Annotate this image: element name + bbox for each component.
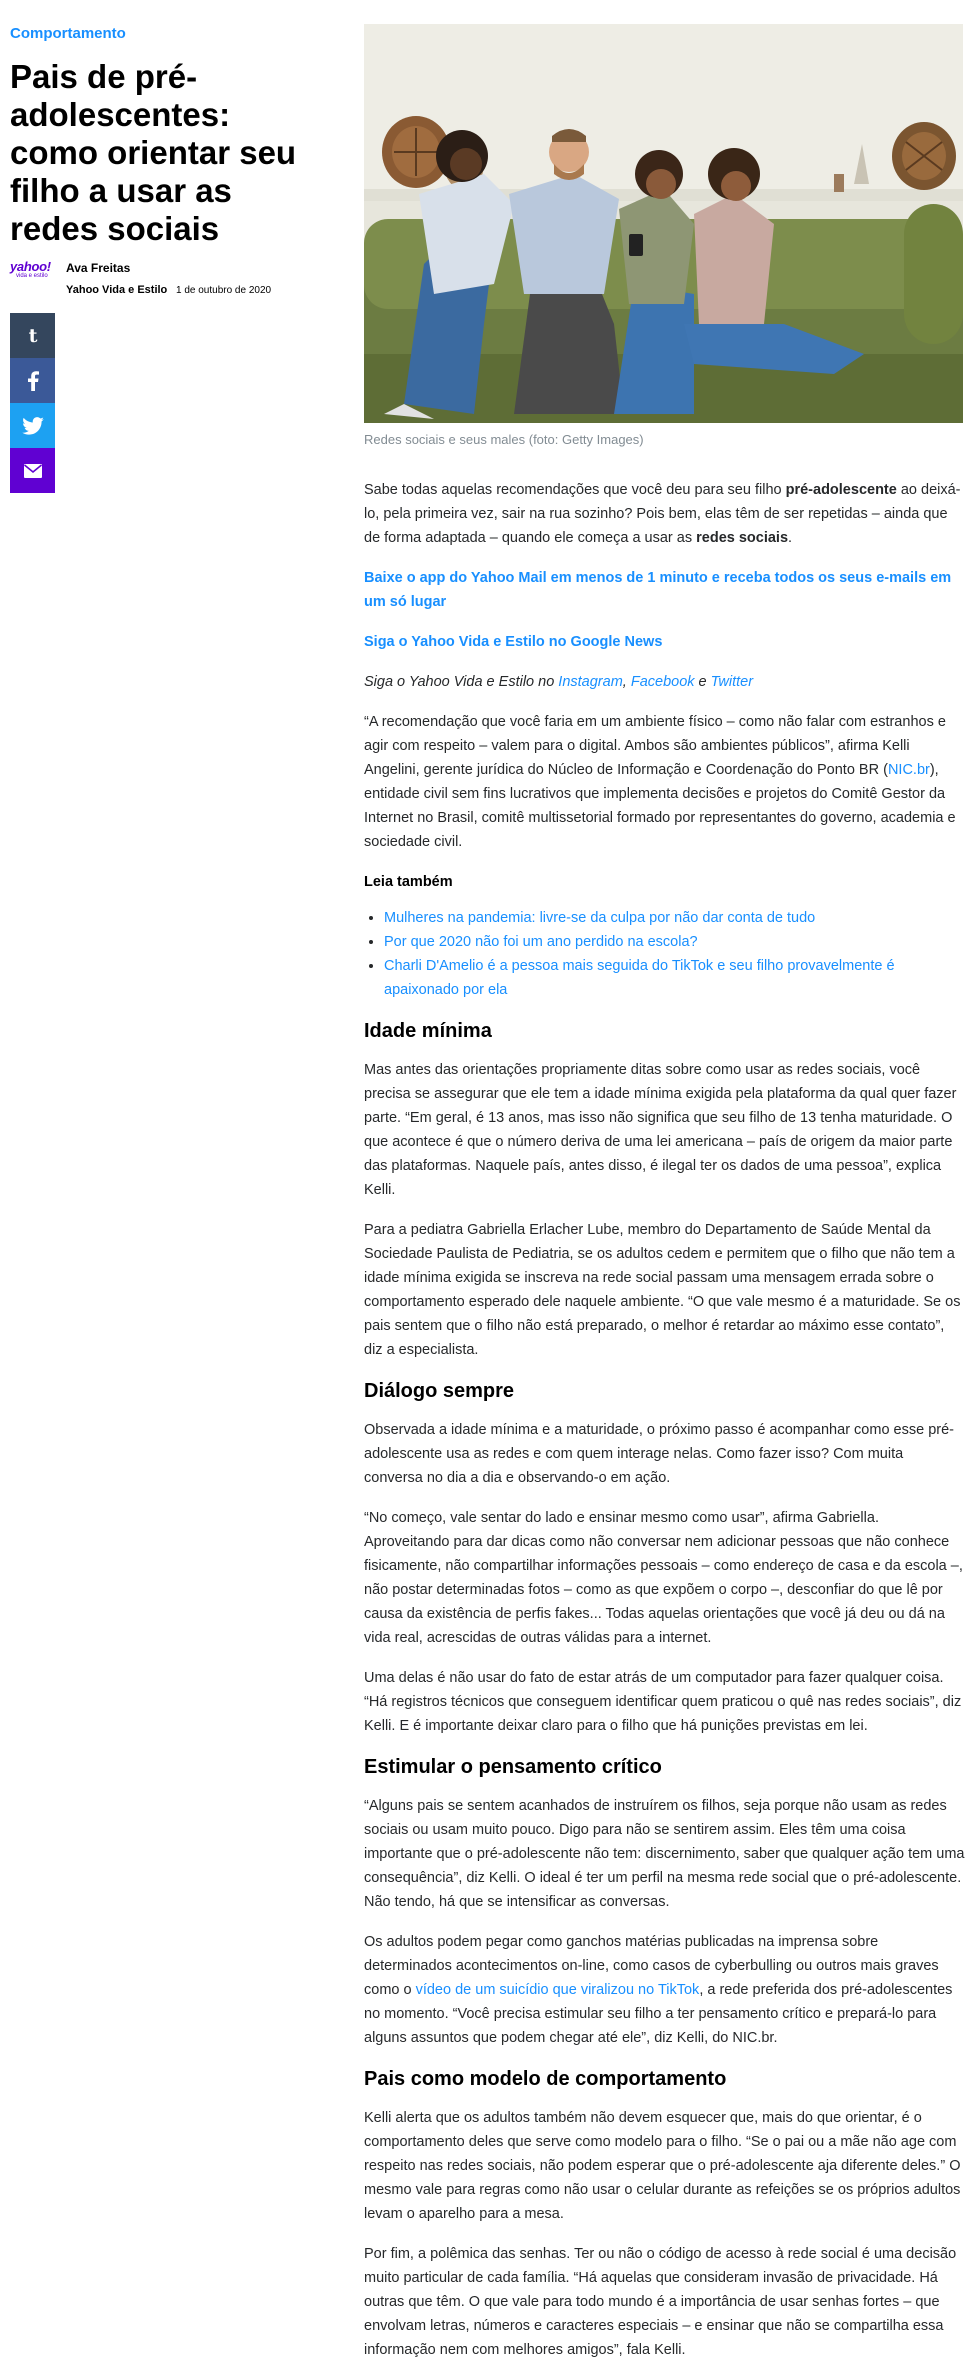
byline — [10, 258, 340, 304]
paragraph: Para a pediatra Gabriella Erlacher Lube, membro do Departamento de Saúde Mental da Sociedade Paulista de Pediatria, se os adultos cedem e permitem que o filho que não tem a idade mínima exigida se inscreva na rede social passam uma mensagem errada sobre o comportamento esperado dele naquele ambiente. “O que vale mesmo é a maturidade. Se os pais sentem que o filho não está preparado, o melhor é retardar ao máximo esse contato”, diz a especialista. — [364, 1222, 961, 1358]
read-also-link[interactable]: Por que 2020 não foi um ano perdido na escola? — [384, 934, 698, 950]
instagram-link[interactable]: Instagram — [558, 674, 623, 690]
promo-yahoo-mail — [364, 566, 966, 614]
mail-icon — [24, 464, 42, 478]
read-also-list — [364, 906, 966, 1002]
share-mail-button[interactable] — [10, 448, 55, 493]
paragraph: Uma delas é não usar do fato de estar atrás de um computador para fazer qualquer coisa. “Há registros técnicos que conseguem identificar quem praticou o quê nas redes sociais”, diz Kelli. E é importante deixar claro para o filho que há punições previstas em lei. — [364, 1670, 962, 1734]
paragraph: Os adultos podem pegar como ganchos matérias publicadas na imprensa sobre determinados acontecimentos on-line, como casos de cyberbulling ou outros mais graves como o vídeo de um suicídio que viralizou no TikTok, a rede preferida dos pré-adolescentes no momento. “Você precisa estimular seu filho a ter pensamento crítico e prepará-lo para alguns assuntos que podem chegar até ele”, diz Kelli, do NIC.br. — [364, 1934, 953, 2046]
facebook-icon — [27, 371, 39, 391]
paragraph: Observada a idade mínima e a maturidade, o próximo passo é acompanhar como esse pré-adolescente usa as redes e com quem interage nelas. Como fazer isso? Com muita conversa no dia a dia e observando-o em ação. — [364, 1422, 954, 1486]
section-heading: Diálogo sempre — [364, 1380, 515, 1402]
read-also-item — [384, 930, 966, 954]
section-heading: Estimular o pensamento crítico — [364, 1756, 662, 1778]
tumblr-icon — [25, 326, 41, 346]
read-also-item — [384, 906, 966, 930]
hero-caption: Redes sociais e seus males (foto: Getty Images) — [364, 432, 644, 447]
paragraph: Por fim, a polêmica das senhas. Ter ou não o código de acesso à rede social é uma decisão muito particular de cada família. “Há aquelas que consideram invasão de privacidade. Há outras que têm. O que vale para todo mundo é a importância de usar senhas fortes – que envolvam letras, números e caracteres especiais – e ensinar que não se compartilha essa informação nem com melhores amigos”, fala Kelli. — [364, 2246, 957, 2358]
section-heading: Pais como modelo de comportamento — [364, 2068, 727, 2090]
hero-image — [364, 24, 963, 423]
twitter-icon — [22, 417, 44, 435]
yahoo-vida-e-estilo-logo[interactable]: yahoo! vida e estilo — [10, 259, 51, 279]
provider-name: Yahoo Vida e Estilo — [66, 284, 168, 296]
article-category[interactable]: Comportamento — [10, 25, 126, 42]
follow-line: Siga o Yahoo Vida e Estilo no Instagram, Facebook e Twitter — [364, 674, 754, 690]
promo-google-news — [364, 630, 966, 654]
promo-yahoo-mail-link[interactable]: Baixe o app do Yahoo Mail em menos de 1 minuto e receba todos os seus e-mails em um só lugar — [364, 570, 952, 610]
article-body — [364, 478, 966, 2378]
paragraph: Kelli alerta que os adultos também não devem esquecer que, mais do que orientar, é o comportamento deles que serve como modelo para o filho. “Se o pai ou a mãe não age com respeito nas redes sociais, não podem esperar que o pré-adolescente aja diferente deles.” O mesmo vale para regras como não usar o celular durante as refeições se os próprios adultos levam o aparelho para a mesa. — [364, 2110, 961, 2222]
paragraph: “No começo, vale sentar do lado e ensinar mesmo como usar”, afirma Gabriella. Aproveitando para dar dicas como não conversar nem adicionar pessoas que não conhece fisicamente, não compartilhar informações pessoais – como endereço de casa e da escola –, não postar determinadas fotos – como as que expõem o corpo –, desconfiar do que lê por causa da existência de perfis fakes... Todas aquelas orientações que você já deu ou dá na vida real, acrescidas de outras válidas para a internet. — [364, 1510, 963, 1646]
read-also-title: Leia também — [364, 874, 453, 890]
paragraph: “Alguns pais se sentem acanhados de instruírem os filhos, seja porque não usam as redes sociais ou usam muito pouco. Digo para não se sentirem assim. Eles têm uma coisa importante que o pré-adolescente não tem: discernimento, saber que qualquer ação tem uma consequência”, diz Kelli. O ideal é ter um perfil na mesma rede social que o pré-adolescente. Não tendo, há que se intensificar as conversas. — [364, 1798, 965, 1910]
facebook-link[interactable]: Facebook — [630, 674, 695, 690]
paragraph: Mas antes das orientações propriamente ditas sobre como usar as redes sociais, você precisa se assegurar que ele tem a idade mínima exigida pela plataforma da qual quer fazer parte. “Em geral, é 13 anos, mas isso não significa que seu filho de 13 tenha maturidade. O que acontece é que o número deriva de uma lei americana – país de origem da maior parte das plataformas. Naquele país, antes disso, é ilegal ter os dados de uma pessoa”, explica Kelli. — [364, 1062, 957, 1198]
tiktok-video-link[interactable]: vídeo de um suicídio que viralizou no TikTok — [415, 1982, 700, 1998]
nic-br-link[interactable]: NIC.br — [887, 762, 930, 778]
paragraph: “A recomendação que você faria em um ambiente físico – como não falar com estranhos e agir com respeito – valem para o digital. Ambos são ambientes públicos”, afirma Kelli Angelini, gerente jurídica do Núcleo de Informação e Coordenação do Ponto BR (NIC.br), entidade civil sem fins lucrativos que implementa decisões e projetos do Comitê Gestor da Internet no Brasil, comitê multissetorial formado por representantes do governo, academia e sociedade civil. — [364, 714, 956, 850]
section-heading: Idade mínima — [364, 1020, 492, 1042]
paragraph: Sabe todas aquelas recomendações que você deu para seu filho pré-adolescente ao deixá-lo, pela primeira vez, sair na rua sozinho? Pois bem, elas têm de ser repetidas – ainda que de forma adaptada – quando ele começa a usar as redes sociais. — [364, 482, 961, 546]
twitter-link[interactable]: Twitter — [710, 674, 754, 690]
svg-text:t: t — [28, 325, 37, 346]
family-on-sofa-photo — [364, 24, 963, 423]
share-twitter-button[interactable] — [10, 403, 55, 448]
author-name: Ava Freitas — [66, 261, 131, 275]
read-also-link[interactable]: Mulheres na pandemia: livre-se da culpa por não dar conta de tudo — [384, 910, 816, 926]
promo-google-news-link[interactable]: Siga o Yahoo Vida e Estilo no Google News — [364, 634, 663, 650]
share-facebook-button[interactable] — [10, 358, 55, 403]
read-also-link[interactable]: Charli D'Amelio é a pessoa mais seguida do TikTok e seu filho provavelmente é apaixonado por ela — [384, 958, 895, 998]
publish-date: 1 de outubro de 2020 — [176, 285, 272, 296]
article-title: Pais de pré-adolescentes: como orientar seu filho a usar as redes sociais — [10, 58, 297, 247]
read-also-item — [384, 954, 966, 1002]
share-tumblr-button[interactable] — [10, 313, 55, 358]
